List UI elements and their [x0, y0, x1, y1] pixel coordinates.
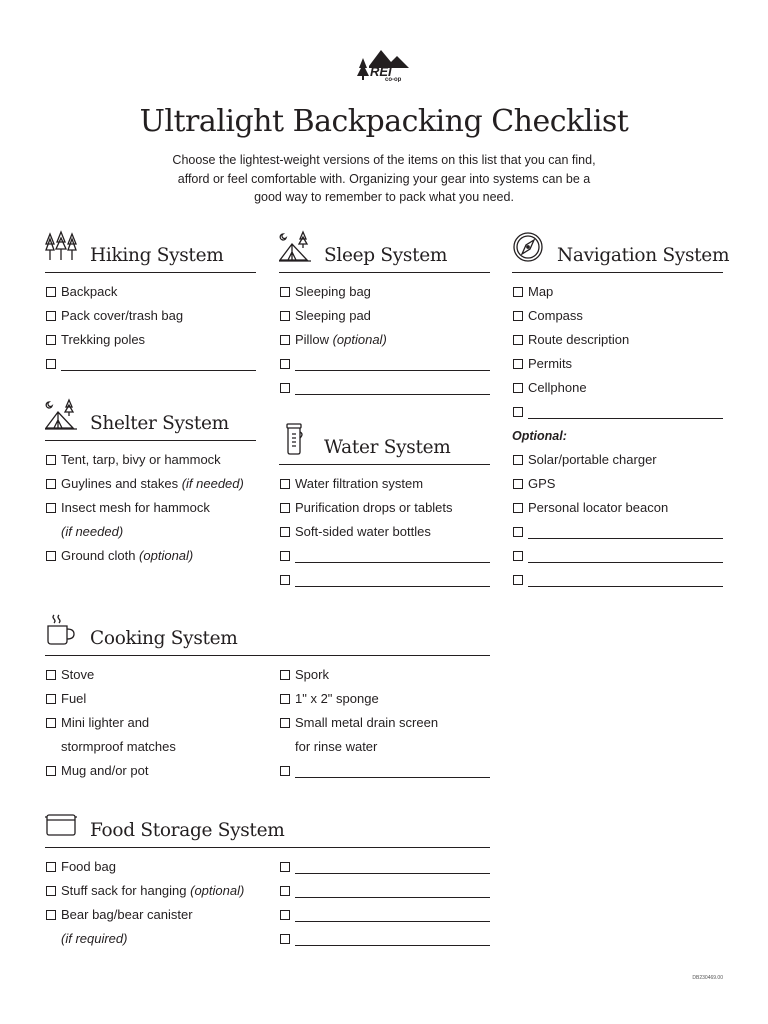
water-bottle-icon: [279, 422, 311, 456]
checklist-item[interactable]: [279, 711, 490, 735]
water-header: [279, 420, 490, 465]
sleep-header: [279, 228, 490, 273]
item-note: (optional): [332, 332, 387, 347]
checkbox[interactable]: [280, 886, 290, 896]
item-label: Sleeping bag: [295, 284, 371, 299]
item-note: (optional): [139, 548, 194, 563]
blank-item[interactable]: [279, 855, 490, 879]
checklist-item[interactable]: [45, 448, 256, 472]
intro-text: Choose the lightest-weight versions of the items on this list that you can find, afford or feel comfortable with. Organizing your gear into systems can be a good way to remember to pack what you need.: [172, 153, 596, 204]
checklist-item[interactable]: [45, 472, 256, 496]
item-note: (if needed): [61, 524, 124, 539]
item-label: Fuel: [61, 691, 87, 706]
checkbox[interactable]: [280, 359, 290, 369]
item-label: Tent, tarp, bivy or hammock: [61, 452, 221, 467]
food-storage-title: Food Storage System: [90, 820, 285, 841]
checkbox[interactable]: [513, 575, 523, 585]
checkbox[interactable]: [280, 910, 290, 920]
checklist-item[interactable]: [45, 687, 256, 711]
hiking-section: [45, 228, 256, 376]
checklist-item[interactable]: [512, 304, 723, 328]
blank-line[interactable]: [528, 562, 723, 563]
checkbox[interactable]: [280, 503, 290, 513]
checklist-item[interactable]: [45, 328, 256, 352]
checkbox[interactable]: [513, 335, 523, 345]
item-label: Pillow: [295, 332, 333, 347]
checkbox[interactable]: [513, 383, 523, 393]
checkbox[interactable]: [280, 551, 290, 561]
water-title: Water System: [324, 437, 451, 458]
navigation-title: Navigation System: [557, 245, 730, 266]
trees-icon: [45, 230, 77, 264]
item-label: Purification drops or tablets: [295, 500, 453, 515]
checkbox[interactable]: [280, 383, 290, 393]
checkbox[interactable]: [513, 479, 523, 489]
checkbox[interactable]: [513, 407, 523, 417]
blank-item[interactable]: [45, 352, 256, 376]
blank-item[interactable]: [512, 400, 723, 424]
blank-line[interactable]: [295, 394, 490, 395]
blank-line[interactable]: [295, 897, 490, 898]
checklist-item[interactable]: [279, 687, 490, 711]
item-label: GPS: [528, 476, 556, 491]
item-label: Guylines and stakes: [61, 476, 182, 491]
checklist-item[interactable]: [45, 879, 256, 903]
item-label: Sleeping pad: [295, 308, 371, 323]
item-label: Water filtration system: [295, 476, 424, 491]
blank-line[interactable]: [295, 873, 490, 874]
blank-line[interactable]: [528, 538, 723, 539]
checklist-item[interactable]: [512, 280, 723, 304]
hiking-title: Hiking System: [90, 245, 224, 266]
item-label: Stove: [61, 667, 95, 682]
sleep-tent-icon: [279, 230, 311, 264]
navigation-header: [512, 228, 730, 273]
checkbox[interactable]: [46, 886, 56, 896]
item-continuation: [45, 520, 256, 544]
checkbox[interactable]: [46, 311, 56, 321]
item-label: Mini lighter and: [61, 715, 150, 730]
blank-line[interactable]: [295, 370, 490, 371]
svg-text:REI: REI: [370, 64, 392, 79]
blank-item[interactable]: [512, 520, 723, 544]
item-label: Trekking poles: [61, 332, 146, 347]
checklist-item[interactable]: [512, 472, 723, 496]
checkbox[interactable]: [280, 862, 290, 872]
blank-item[interactable]: [279, 927, 490, 951]
checkbox[interactable]: [46, 862, 56, 872]
checklist-item[interactable]: [45, 544, 256, 568]
blank-line[interactable]: [528, 586, 723, 587]
checkbox[interactable]: [46, 287, 56, 297]
checkbox[interactable]: [46, 359, 56, 369]
blank-line[interactable]: [61, 370, 256, 371]
checkbox[interactable]: [46, 503, 56, 513]
item-label: Insect mesh for hammock: [61, 500, 210, 515]
checkbox[interactable]: [280, 694, 290, 704]
tent-icon: [45, 398, 77, 432]
item-label: Permits: [528, 356, 573, 371]
checkbox[interactable]: [280, 287, 290, 297]
checkbox[interactable]: [280, 335, 290, 345]
blank-item[interactable]: [279, 376, 490, 400]
mug-icon: [45, 613, 77, 647]
item-label: Bear bag/bear canister: [61, 907, 193, 922]
item-label: Spork: [295, 667, 329, 682]
item-label: Soft-sided water bottles: [295, 524, 431, 539]
checklist-item[interactable]: [45, 759, 256, 783]
blank-item[interactable]: [279, 759, 490, 783]
item-continuation: [45, 927, 256, 951]
checkbox[interactable]: [280, 527, 290, 537]
checkbox[interactable]: [280, 934, 290, 944]
checkbox[interactable]: [46, 479, 56, 489]
sleep-title: Sleep System: [324, 245, 448, 266]
checklist-item[interactable]: [45, 304, 256, 328]
blank-item[interactable]: [279, 879, 490, 903]
blank-line[interactable]: [295, 562, 490, 563]
checkbox[interactable]: [46, 766, 56, 776]
hiking-header: [45, 228, 256, 273]
checkbox[interactable]: [46, 910, 56, 920]
checkbox[interactable]: [513, 551, 523, 561]
checkbox[interactable]: [513, 527, 523, 537]
page-title: Ultralight Backpacking Checklist: [139, 104, 629, 139]
item-label: Personal locator beacon: [528, 500, 669, 515]
rei-logo: [355, 46, 413, 82]
checkbox[interactable]: [46, 335, 56, 345]
item-continuation: [279, 735, 490, 759]
blank-item[interactable]: [279, 903, 490, 927]
checkbox[interactable]: [513, 311, 523, 321]
svg-text:co-op: co-op: [385, 77, 402, 82]
checklist-item[interactable]: [512, 328, 723, 352]
item-label: Cellphone: [528, 380, 587, 395]
checkbox[interactable]: [46, 718, 56, 728]
checklist-item[interactable]: [45, 496, 256, 520]
checkbox[interactable]: [46, 455, 56, 465]
shelter-title: Shelter System: [90, 413, 229, 434]
checklist-item[interactable]: [512, 352, 723, 376]
item-label: stormproof matches: [61, 739, 176, 754]
item-label: for rinse water: [295, 739, 378, 754]
blank-item[interactable]: [512, 544, 723, 568]
checklist-item[interactable]: [279, 663, 490, 687]
blank-item[interactable]: [279, 544, 490, 568]
shelter-section: [45, 396, 256, 568]
blank-line[interactable]: [528, 418, 723, 419]
item-label: 1" x 2" sponge: [295, 691, 379, 706]
checkbox[interactable]: [46, 694, 56, 704]
item-label: Route description: [528, 332, 630, 347]
checklist-item[interactable]: [279, 496, 490, 520]
blank-item[interactable]: [279, 568, 490, 592]
food-storage-header: [45, 803, 490, 848]
checklist-item[interactable]: [512, 496, 723, 520]
checklist-item[interactable]: [279, 304, 490, 328]
item-note: (optional): [190, 883, 245, 898]
item-label: Stuff sack for hanging: [61, 883, 191, 898]
checklist-item[interactable]: [45, 663, 256, 687]
blank-item[interactable]: [512, 568, 723, 592]
checklist-item[interactable]: [279, 328, 490, 352]
checklist-item[interactable]: [45, 711, 256, 735]
checklist-item[interactable]: [279, 520, 490, 544]
checklist-item[interactable]: [45, 903, 256, 927]
item-label: Backpack: [61, 284, 118, 299]
item-continuation: [45, 735, 256, 759]
cooking-header: [45, 611, 490, 656]
shelter-header: [45, 396, 256, 441]
item-label: Compass: [528, 308, 583, 323]
checklist-item[interactable]: [45, 280, 256, 304]
water-section: [279, 420, 490, 592]
item-label: Map: [528, 284, 554, 299]
checklist-item[interactable]: [45, 855, 256, 879]
item-label: Mug and/or pot: [61, 763, 149, 778]
blank-line[interactable]: [295, 921, 490, 922]
checklist-item[interactable]: [512, 376, 723, 400]
checkbox[interactable]: [280, 479, 290, 489]
item-note: (if required): [61, 931, 128, 946]
food-storage-section: [45, 803, 490, 946]
item-label: Small metal drain screen: [295, 715, 439, 730]
checkbox[interactable]: [280, 766, 290, 776]
blank-line[interactable]: [295, 586, 490, 587]
item-note: (if needed): [181, 476, 244, 491]
cooking-section: [45, 611, 490, 778]
item-label: Solar/portable charger: [528, 452, 657, 467]
checklist-item[interactable]: [279, 472, 490, 496]
document-code: DB230469.00: [692, 975, 723, 981]
item-label: Ground cloth: [61, 548, 140, 563]
checkbox[interactable]: [280, 311, 290, 321]
compass-icon: [512, 230, 544, 264]
navigation-section: [512, 228, 730, 592]
blank-item[interactable]: [279, 352, 490, 376]
optional-label: Optional:: [512, 429, 567, 443]
blank-line[interactable]: [295, 777, 490, 778]
checkbox[interactable]: [280, 670, 290, 680]
checkbox[interactable]: [280, 718, 290, 728]
checkbox[interactable]: [513, 455, 523, 465]
checklist-item[interactable]: [279, 280, 490, 304]
item-label: Pack cover/trash bag: [61, 308, 184, 323]
blank-line[interactable]: [295, 945, 490, 946]
checkbox[interactable]: [46, 670, 56, 680]
checklist-item[interactable]: [512, 448, 723, 472]
checkbox[interactable]: [280, 575, 290, 585]
food-bin-icon: [45, 805, 77, 839]
sleep-section: [279, 228, 490, 400]
checkbox[interactable]: [513, 503, 523, 513]
checkbox[interactable]: [513, 359, 523, 369]
cooking-title: Cooking System: [90, 628, 238, 649]
checkbox[interactable]: [513, 287, 523, 297]
item-label: Food bag: [61, 859, 116, 874]
checkbox[interactable]: [46, 551, 56, 561]
